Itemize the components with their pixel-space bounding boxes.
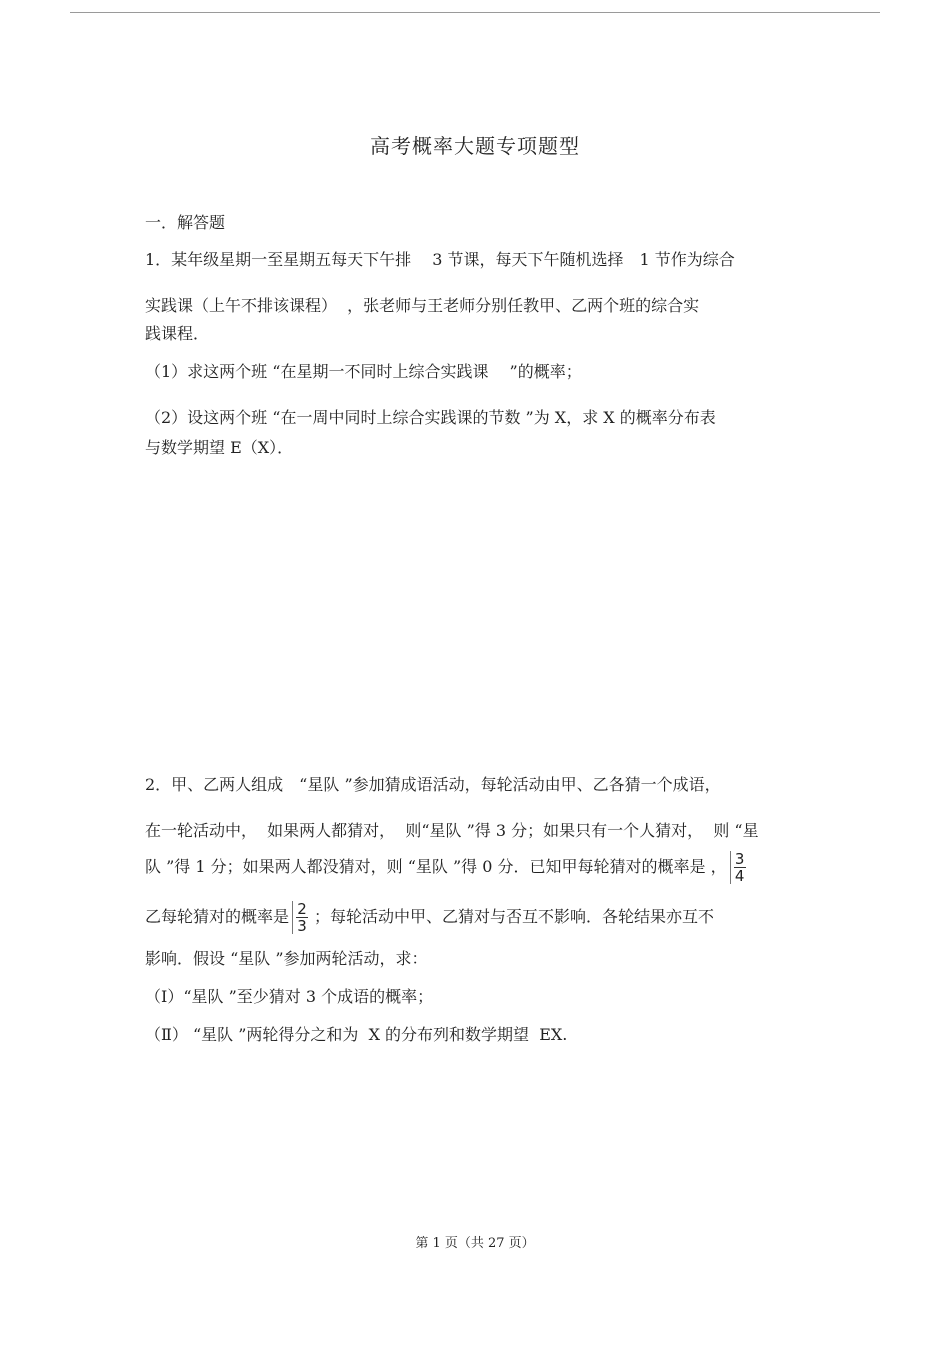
q1-line-1: 1．某年级星期一至星期五每天下午排 3 节课，每天下午随机选择 1 节作为综合: [145, 250, 735, 269]
q1-line-3: 践课程．: [145, 324, 210, 343]
fraction-two-thirds: [292, 901, 311, 934]
header-rule: [70, 12, 880, 13]
q1-line-2: 实践课（上午不排该课程） ，张老师与王老师分别任教甲、乙两个班的综合实: [145, 296, 700, 315]
q2-line-1: 2．甲、乙两人组成 “星队 ”参加猜成语活动，每轮活动由甲、乙各猜一个成语，: [145, 775, 721, 794]
q2-line-4: [145, 901, 714, 934]
q2-line-6: （I）“星队 ”至少猜对 3 个成语的概率；: [145, 987, 434, 1006]
fraction-denominator: 4: [734, 867, 745, 885]
q2-line-4-text-b: ；每轮活动中甲、乙猜对与否互不影响．各轮结果亦互不: [314, 907, 715, 926]
fraction-three-quarters: [730, 851, 749, 884]
fraction-numerator: 3: [734, 850, 745, 868]
q2-line-3: [145, 851, 752, 884]
q1-line-6: 与数学期望 E（X）．: [145, 438, 294, 457]
fraction-numerator: 2: [297, 900, 307, 918]
q2-line-5: 影响．假设 “星队 ”参加两轮活动，求：: [145, 949, 428, 968]
q2-line-2: 在一轮活动中， 如果两人都猜对， 则“星队 ”得 3 分；如果只有一个人猜对， 则 “星: [145, 821, 759, 840]
section-heading: 一．解答题: [145, 213, 226, 232]
q2-line-4-text-a: 乙每轮猜对的概率是: [145, 907, 290, 926]
q2-line-7: （Ⅱ） “星队 ”两轮得分之和为 X 的分布列和数学期望 EX.: [145, 1025, 568, 1044]
q1-line-5: （2）设这两个班 “在一周中同时上综合实践课的节数 ”为 X，求 X 的概率分布表: [145, 408, 716, 427]
page-footer: 第 1 页（共 27 页）: [415, 1236, 535, 1251]
q2-line-3-text: 队 ”得 1 分；如果两人都没猜对，则 “星队 ”得 0 分．已知甲每轮猜对的概率是 ，: [145, 857, 727, 876]
q1-line-4: （1）求这两个班 “在星期一不同时上综合实践课 ”的概率；: [145, 362, 582, 381]
fraction-denominator: 3: [297, 917, 307, 935]
document-title: 高考概率大题专项题型: [370, 134, 580, 158]
